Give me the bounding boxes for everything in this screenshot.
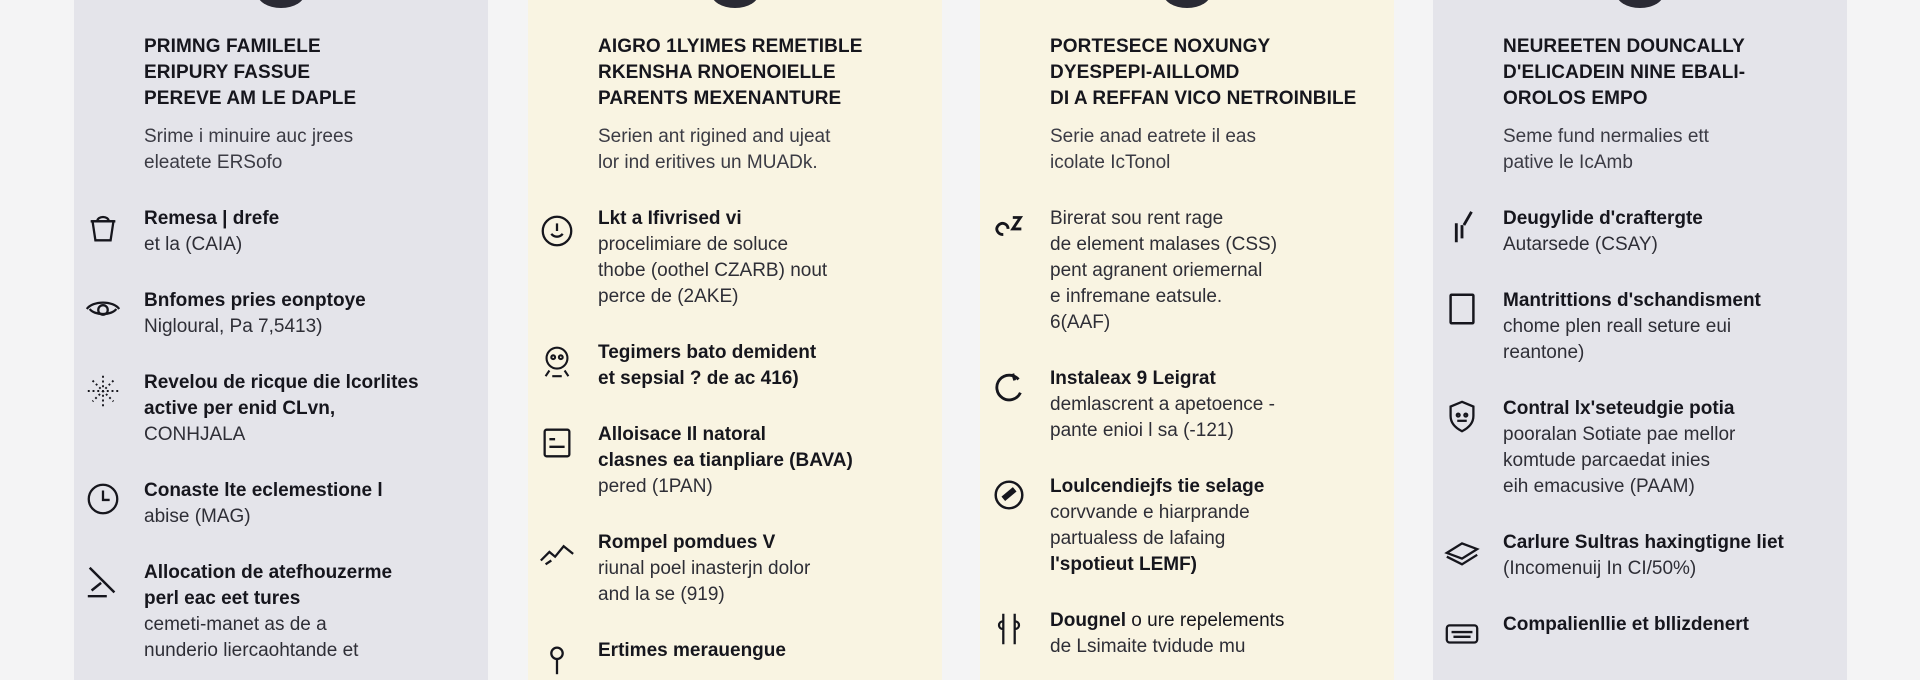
list-item: Bnfomes pries eonptoye Nigloural, Pa 7,5413) [144, 288, 476, 340]
column-heading: AIGRO 1LYIMES REMETIBLE RKENSHA RNOENOIELLE PARENTS MEXENANTURE [598, 36, 863, 109]
column-cap [1163, 0, 1211, 8]
column-subtitle: Serie anad eatrete il eas icolate IcTonol [1050, 126, 1256, 173]
list-item: Alloisace Il natoral clasnes ea tianpliare (BAVA) pered (1PAN) [598, 422, 930, 500]
list-item: Deugylide d'craftergte Autarsede (CSAY) [1503, 206, 1835, 258]
clock-icon [82, 478, 124, 520]
list-item: Ertimes merauengue [598, 638, 930, 664]
list-item: Instaleax 9 Leigrat demlascrent a apetoence - pante enioi l sa (-121) [1050, 366, 1382, 444]
shield-icon [1441, 396, 1483, 438]
list-item: Allocation de atefhouzerme perl eac eet tures cemeti-manet as de a nunderio liercaohtande et [144, 560, 476, 664]
list-item: Tegimers bato demident et sepsial ? de ac 416) [598, 340, 930, 392]
pen-icon [82, 560, 124, 602]
keyboard-icon [1441, 612, 1483, 654]
list-item: Contral lx'seteudgie potia pooralan Sotiate pae mellor komtude parcaedat inies eih emacusive (PAAM) [1503, 396, 1835, 500]
column-heading: PRIMNG FAMILELE ERIPURY FASSUE PEREVE AM LE DAPLE [144, 36, 357, 109]
column-2 [528, 0, 942, 680]
column-3 [980, 0, 1394, 680]
pin-icon [536, 638, 578, 680]
cup-icon [82, 206, 124, 248]
column-heading: PORTESECE NOXUNGY DYESPEPI-AILLOMD DI A REFFAN VICO NETROINBILE [1050, 36, 1357, 109]
column-1 [74, 0, 488, 680]
sparkle-icon [82, 370, 124, 412]
column-subtitle: Serien ant rigined and ujeat lor ind eritives un MUADk. [598, 126, 831, 173]
fork-icon [988, 608, 1030, 650]
list-item: Dougnel o ure repelements de Lsimaite tvidude mu [1050, 608, 1382, 660]
list-item: Rompel pomdues V riunal poel inasterjn dolor and la se (919) [598, 530, 930, 608]
chart-line-icon [536, 530, 578, 572]
list-item: Compalienllie et bllizdenert [1503, 612, 1835, 638]
list-item: Loulcendiejfs tie selage corvvande e hiarprande partualess de lafaing l'spotieut LEMF) [1050, 474, 1382, 578]
list-item: Remesa | drefe et la (CAIA) [144, 206, 476, 258]
list-item: Birerat sou rent rage de element malases (CSS) pent agranent oriemernal e infremane eatsule. 6(AAF) [1050, 206, 1382, 336]
list-item: Carlure Sultras haxingtigne liet (Incomenuij In CI/50%) [1503, 530, 1835, 582]
column-4 [1433, 0, 1847, 680]
tablet-icon [1441, 288, 1483, 330]
column-heading: NEUREETEN DOUNCALLY D'ELICADEIN NINE EBALI- OROLOS EMPO [1503, 36, 1746, 109]
robot-icon [536, 340, 578, 382]
link-icon [988, 206, 1030, 248]
column-subtitle: Srime i minuire auc jrees eleatete ERSofo [144, 126, 354, 173]
column-cap [1616, 0, 1664, 8]
refresh-icon [988, 366, 1030, 408]
eye-icon [82, 288, 124, 330]
column-cap [711, 0, 759, 8]
stack-icon [1441, 530, 1483, 572]
calendar-icon [536, 422, 578, 464]
list-item: Lkt a Ifivrised vi procelimiare de soluce thobe (oothel CZARB) nout perce de (2AKE) [598, 206, 930, 310]
list-item: Revelou de ricque die lcorlites active per enid CLvn, CONHJALA [144, 370, 476, 448]
list-item: Conaste lte eclemestione l abise (MAG) [144, 478, 476, 530]
smile-icon [536, 210, 578, 252]
column-subtitle: Seme fund nermalies ett pative le IcAmb [1503, 126, 1709, 173]
brush-icon [1441, 206, 1483, 248]
column-cap [257, 0, 305, 8]
badge-icon [988, 474, 1030, 516]
list-item: Mantrittions d'schandisment chome plen reall seture eui reantone) [1503, 288, 1835, 366]
